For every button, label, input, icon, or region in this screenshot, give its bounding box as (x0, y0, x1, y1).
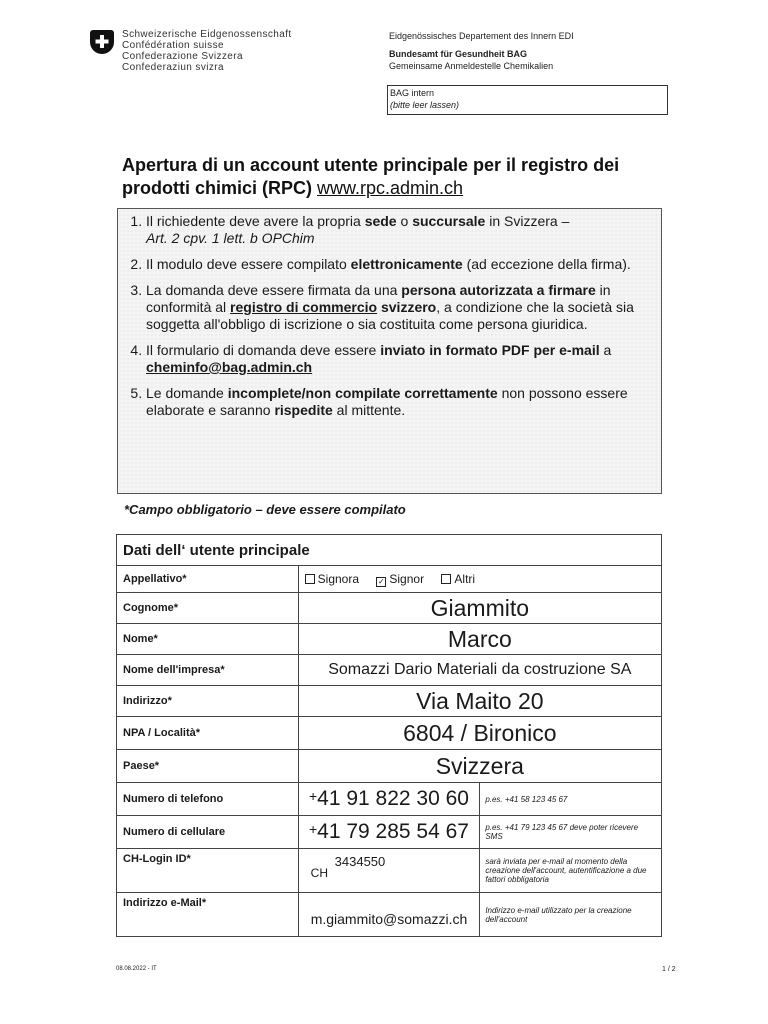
requirement-text: rispedite (274, 402, 333, 418)
option-signora-label: Signora (317, 571, 360, 586)
address-field[interactable]: Via Maito 20 (298, 686, 661, 717)
mobile-value: 41 79 285 54 67 (317, 820, 469, 843)
department-name: Eidgenössisches Departement des Innern EDI (389, 31, 574, 41)
requirement-text: Il modulo deve essere compilato (146, 256, 351, 272)
phone-label: Numero di telefono (117, 783, 299, 816)
requirement-text: , a condizione che la società sia soggetta all'obbligo di iscrizione o sia costituita come persona giuridica. (146, 299, 634, 332)
email-field[interactable]: m.giammito@somazzi.ch (298, 893, 480, 937)
company-field[interactable]: Somazzi Dario Materiali da costruzione SA (298, 655, 661, 686)
requirement-text: in conformità al (146, 282, 611, 315)
checkbox-signora[interactable] (305, 574, 315, 584)
swiss-crest-logo (90, 30, 114, 54)
surname-label: Cognome* (117, 593, 299, 624)
title-text: Apertura di un account utente principale per il registro dei prodotti chimici (RPC) (122, 155, 620, 198)
requirement-text: incomplete/non compilate correttamente (227, 385, 498, 401)
firstname-field[interactable]: Marco (298, 624, 661, 655)
country-label: Paese* (117, 750, 299, 783)
page-number: 1 / 2 (662, 966, 676, 973)
chlogin-field[interactable] (298, 849, 480, 893)
mobile-prefix: + (308, 821, 318, 837)
confederation-names (122, 29, 292, 73)
salutation-label: Appellativo* (117, 566, 299, 593)
phone-field[interactable] (298, 783, 480, 816)
internal-label: BAG intern (390, 88, 435, 98)
requirement-text: registro di commercio (230, 299, 378, 315)
requirement-text: Le domande (146, 385, 228, 401)
zip-city-label: NPA / Località* (117, 717, 299, 750)
requirement-text: (ad eccezione della firma). (462, 256, 631, 272)
option-altri-label: Altri (454, 571, 476, 586)
mobile-note: p.es. +41 79 123 45 67 deve poter ricevere SMS (480, 816, 662, 849)
chlogin-label: CH-Login ID* (117, 849, 299, 893)
mandatory-note: *Campo obbligatorio – deve essere compilato (124, 502, 406, 517)
requirement-text: a (599, 342, 612, 358)
company-label: Nome dell'impresa* (117, 655, 299, 686)
internal-use-box (387, 85, 668, 115)
email-note: Indirizzo e-mail utilizzato per la creazione dell'account (480, 893, 662, 937)
requirement-text: Il richiedente deve avere la propria (146, 213, 365, 229)
requirement-item (146, 342, 651, 376)
requirement-item (146, 213, 651, 247)
option-altri[interactable] (441, 572, 475, 586)
phone-note: p.es. +41 58 123 45 67 (480, 783, 662, 816)
chlogin-note: sarà inviata per e-mail al momento della creazione dell'account, autentificazione a due fattori obbligatoria (480, 849, 662, 893)
firstname-label: Nome* (117, 624, 299, 655)
requirement-text: persona autorizzata a firmare (401, 282, 596, 298)
requirement-text: non possono essere elaborate e saranno (146, 385, 628, 418)
address-label: Indirizzo* (117, 686, 299, 717)
confed-it: Confederazione Svizzera (122, 51, 243, 62)
requirement-text: inviato in formato PDF per e-mail (380, 342, 600, 358)
requirement-text: in Svizzera – (485, 213, 570, 229)
requirement-text: La domanda deve essere firmata da una (146, 282, 402, 298)
requirement-item (146, 282, 651, 333)
zip-city-field[interactable]: 6804 / Bironico (298, 717, 661, 750)
confed-rm: Confederaziun svizra (122, 62, 224, 73)
chlogin-prefix: CH (310, 865, 328, 880)
salutation-options (298, 566, 661, 593)
confed-fr: Confédération suisse (122, 40, 224, 51)
office-name: Bundesamt für Gesundheit BAG (389, 49, 528, 59)
requirement-item (146, 385, 651, 419)
unit-name: Gemeinsame Anmeldestelle Chemikalien (389, 61, 554, 71)
requirement-text: o (396, 213, 413, 229)
requirement-text: Il formulario di domanda deve essere (146, 342, 381, 358)
requirement-text: succursale (412, 213, 486, 229)
country-field[interactable]: Svizzera (298, 750, 661, 783)
checkbox-altri[interactable] (441, 574, 451, 584)
checkbox-signor[interactable]: ✓ (378, 576, 385, 586)
chlogin-value: 3434550 (334, 853, 386, 869)
rpc-link[interactable]: www.rpc.admin.ch (317, 178, 464, 198)
mobile-field[interactable] (298, 816, 480, 849)
surname-field[interactable]: Giammito (298, 593, 661, 624)
page-title (122, 154, 682, 200)
option-signora[interactable] (305, 572, 359, 586)
requirement-text: sede (364, 213, 397, 229)
requirement-text: elettronicamente (350, 256, 463, 272)
user-form-table (116, 534, 662, 937)
phone-prefix: + (308, 788, 318, 804)
confed-de: Schweizerische Eidgenossenschaft (122, 29, 292, 40)
department-block (389, 30, 574, 72)
requirement-item (146, 256, 651, 273)
section-title: Dati dell‘ utente principale (117, 535, 662, 566)
requirement-text: al mittente. (332, 402, 406, 418)
requirement-text: Art. 2 cpv. 1 lett. b OPChim (146, 230, 315, 246)
footer-date: 08.08.2022 - IT (116, 966, 157, 972)
requirements-list (118, 209, 661, 419)
phone-value: 41 91 822 30 60 (317, 787, 469, 810)
requirement-text: cheminfo@bag.admin.ch (146, 359, 313, 375)
requirement-text: svizzero (377, 299, 437, 315)
email-label: Indirizzo e-Mail* (117, 893, 299, 937)
mobile-label: Numero di cellulare (117, 816, 299, 849)
option-signor[interactable] (376, 572, 424, 587)
internal-hint: (bitte leer lassen) (390, 100, 460, 110)
requirements-box (117, 208, 662, 494)
option-signor-label: Signor (389, 571, 425, 586)
